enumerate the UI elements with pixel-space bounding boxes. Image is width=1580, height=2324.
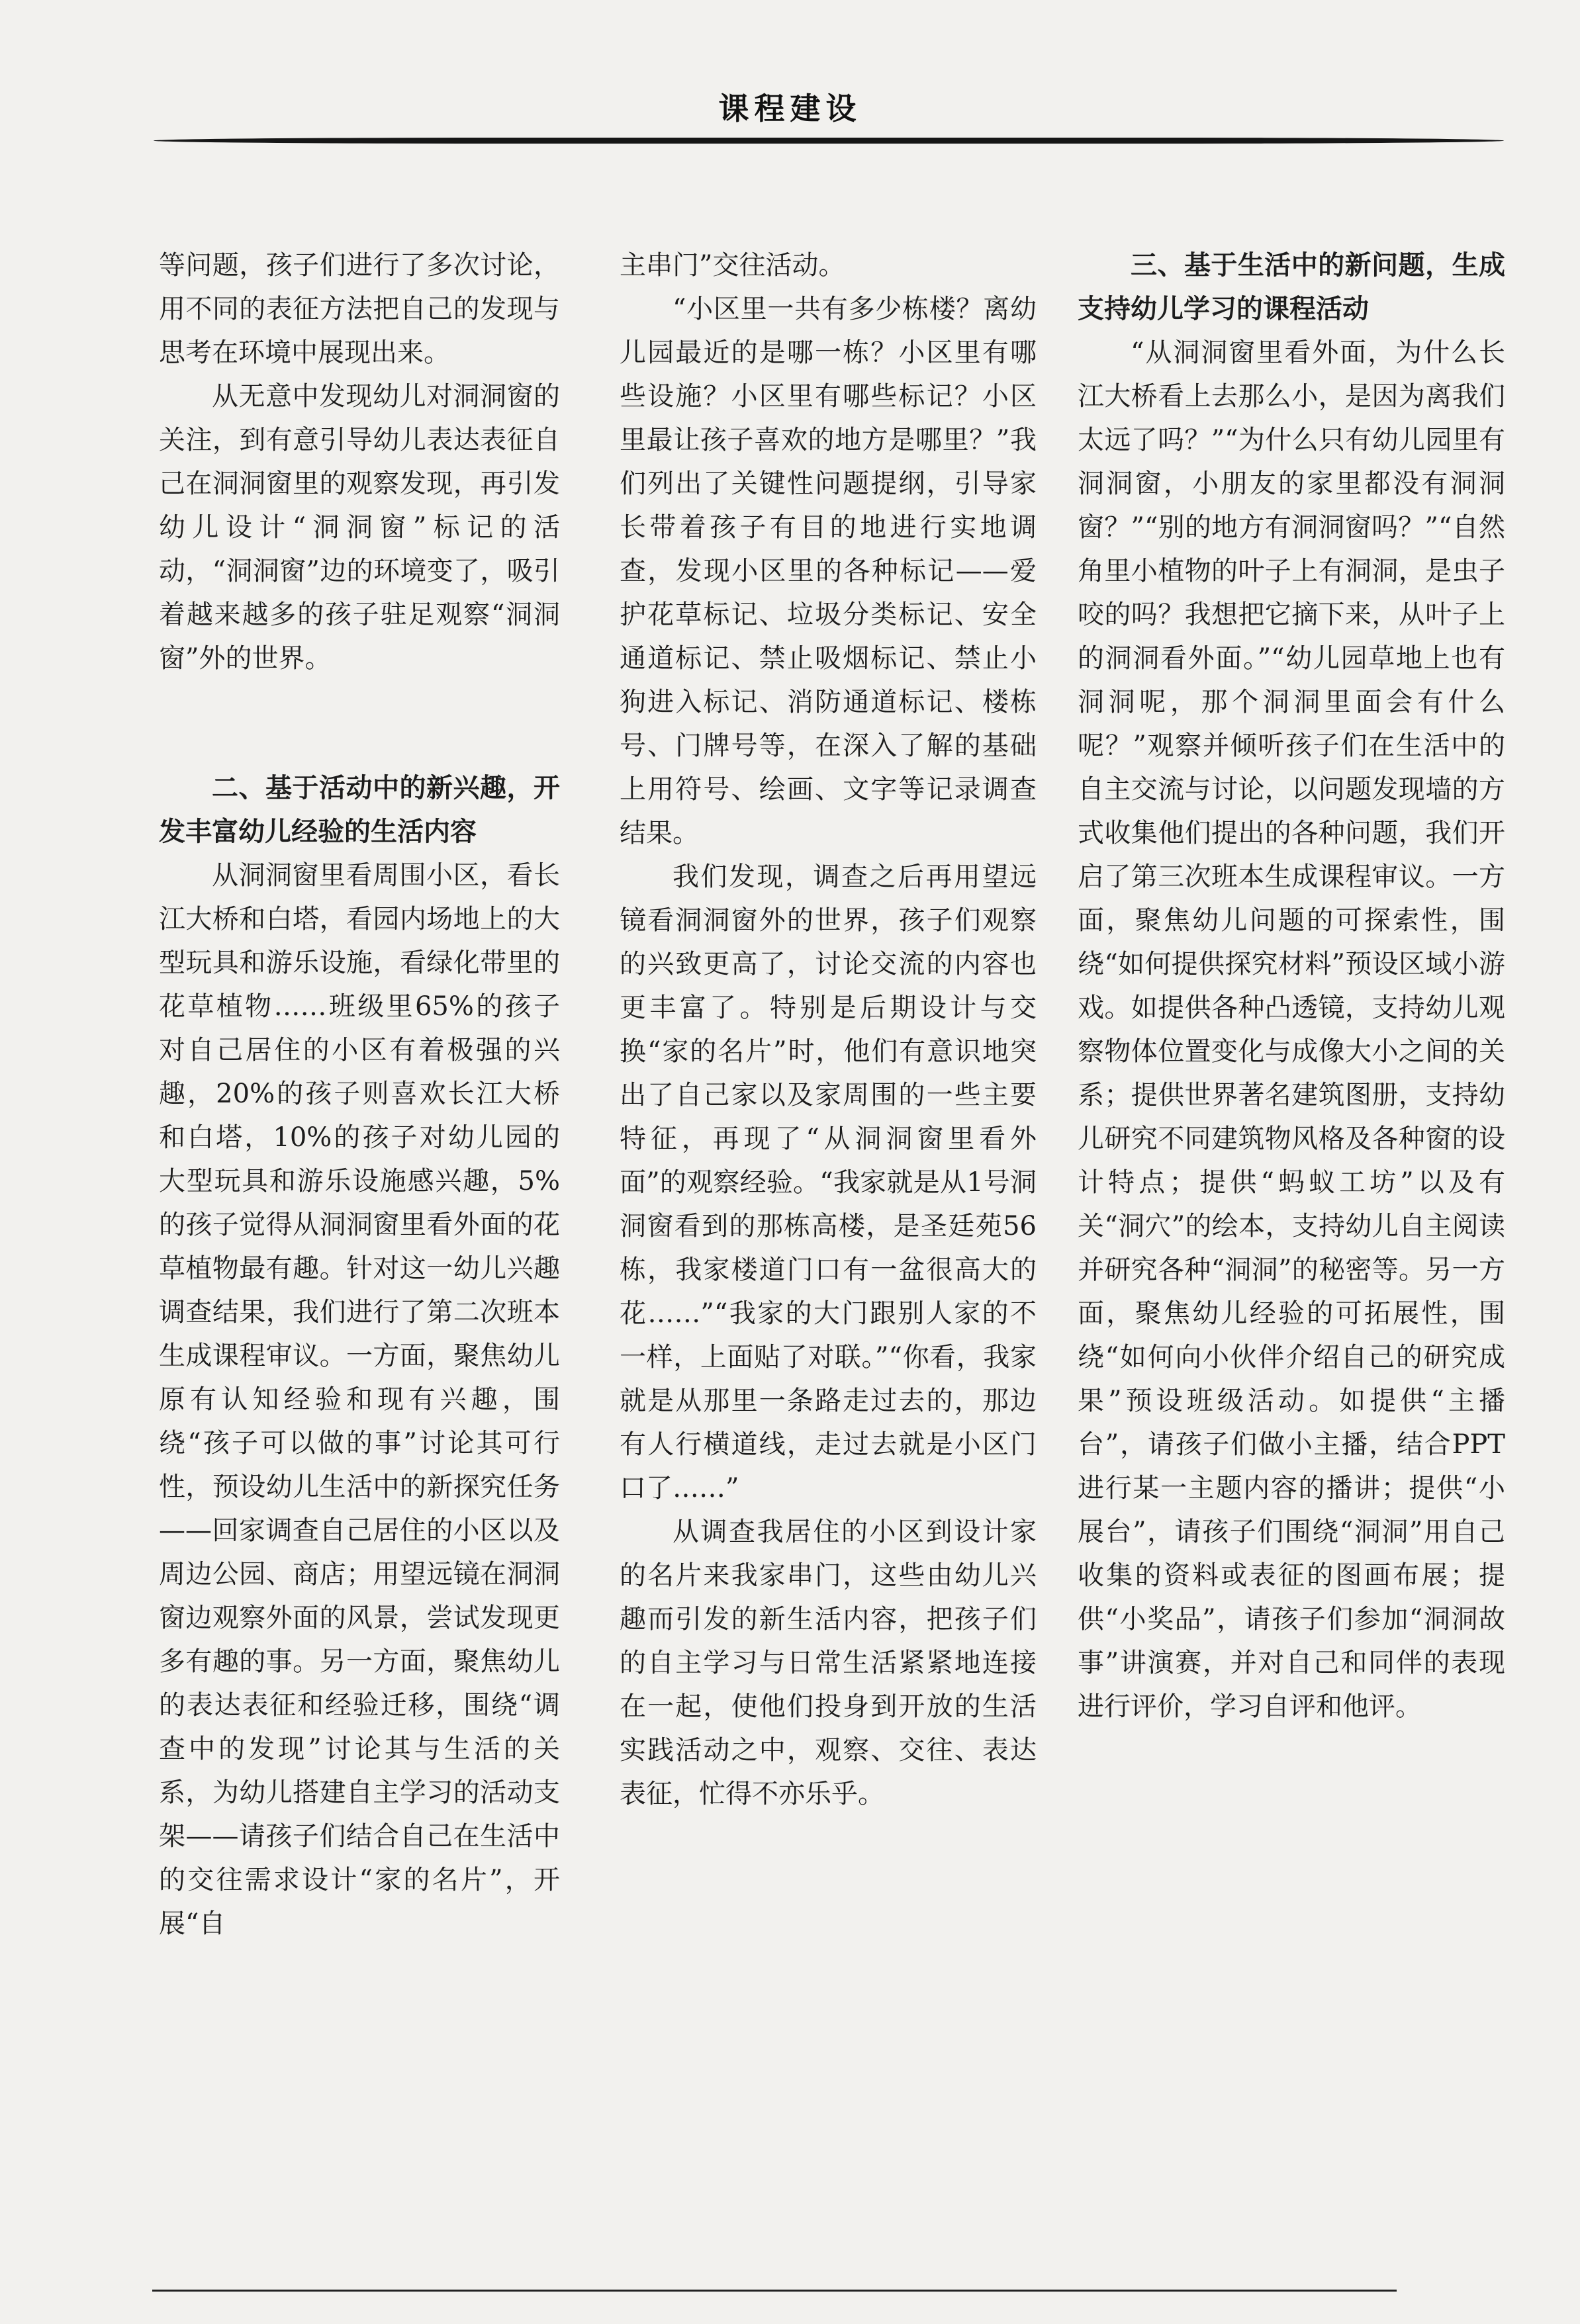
paragraph: “小区里一共有多少栋楼？离幼儿园最近的是哪一栋？小区里有哪些设施？小区里有哪些标记？小区里最让孩子喜欢的地方是哪里？”我们列出了关键性问题提纲，引导家长带着孩子有目的地进行实地调查，发现小区里的各种标记——爱护花草标记、垃圾分类标记、安全通道标记、禁止吸烟标记、禁止小狗进入标记、消防通道标记、楼栋号、门牌号等，在深入了解的基础上用符号、绘画、文字等记录调查结果。	[620, 294, 1037, 848]
section-heading: 二、基于活动中的新兴趣，开发丰富幼儿经验的生活内容	[159, 773, 560, 847]
text-column-1	[159, 244, 560, 1945]
paragraph: “从洞洞窗里看外面，为什么长江大桥看上去那么小，是因为离我们太远了吗？”“为什么只有幼儿园里有洞洞窗，小朋友的家里都没有洞洞窗？”“别的地方有洞洞窗吗？”“自然角里小植物的叶子上有洞洞，是虫子咬的吗？我想把它摘下来，从叶子上的洞洞看外面。”“幼儿园草地上也有洞洞呢，那个洞洞里面会有什么呢？”观察并倾听孩子们在生活中的自主交流与讨论，以问题发现墙的方式收集他们提出的各种问题，我们开启了第三次班本生成课程审议。一方面，聚焦幼儿问题的可探索性，围绕“如何提供探究材料”预设区域小游戏。如提供各种凸透镜，支持幼儿观察物体位置变化与成像大小之间的关系；提供世界著名建筑图册，支持幼儿研究不同建筑物风格及各种窗的设计特点；提供“蚂蚁工坊”以及有关“洞穴”的绘本，支持幼儿自主阅读并研究各种“洞洞”的秘密等。另一方面，聚焦幼儿经验的可拓展性，围绕“如何向小伙伴介绍自己的研究成果”预设班级活动。如提供“主播台”，请孩子们做小主播，结合PPT进行某一主题内容的播讲；提供“小展台”，请孩子们围绕“洞洞”用自己收集的资料或表征的图画布展；提供“小奖品”，请孩子们参加“洞洞故事”讲演赛，并对自己和同伴的表现进行评价，学习自评和他评。	[1078, 337, 1505, 1722]
footer-rule	[152, 2290, 1397, 2292]
paragraph: 等问题，孩子们进行了多次讨论，用不同的表征方法把自己的发现与思考在环境中展现出来。	[159, 250, 560, 368]
section-heading: 三、基于生活中的新问题，生成支持幼儿学习的课程活动	[1078, 250, 1505, 324]
text-column-3	[1078, 244, 1505, 1728]
paragraph: 从调查我居住的小区到设计家的名片来我家串门，这些由幼儿兴趣而引发的新生活内容，把孩子们的自主学习与日常生活紧紧地连接在一起，使他们投身到开放的生活实践活动之中，观察、交往、表达表征，忙得不亦乐乎。	[620, 1517, 1037, 1809]
text-column-2	[620, 244, 1037, 1816]
header-rule	[154, 138, 1504, 144]
paragraph: 主串门”交往活动。	[620, 250, 845, 281]
paragraph: 从无意中发现幼儿对洞洞窗的关注，到有意引导幼儿表达表征自己在洞洞窗里的观察发现，再引发幼儿设计“洞洞窗”标记的活动，“洞洞窗”边的环境变了，吸引着越来越多的孩子驻足观察“洞洞窗”外的世界。	[159, 381, 560, 674]
section-header-title: 课程建设	[718, 91, 862, 126]
paragraph: 从洞洞窗里看周围小区，看长江大桥和白塔，看园内场地上的大型玩具和游乐设施，看绿化带里的花草植物……班级里65%的孩子对自己居住的小区有着极强的兴趣，20%的孩子则喜欢长江大桥和白塔，10%的孩子对幼儿园的大型玩具和游乐设施感兴趣，5%的孩子觉得从洞洞窗里看外面的花草植物最有趣。针对这一幼儿兴趣调查结果，我们进行了第二次班本生成课程审议。一方面，聚焦幼儿原有认知经验和现有兴趣，围绕“孩子可以做的事”讨论其可行性，预设幼儿生活中的新探究任务——回家调查自己居住的小区以及周边公园、商店；用望远镜在洞洞窗边观察外面的风景，尝试发现更多有趣的事。另一方面，聚焦幼儿的表达表征和经验迁移，围绕“调查中的发现”讨论其与生活的关系，为幼儿搭建自主学习的活动支架——请孩子们结合自己在生活中的交往需求设计“家的名片”，开展“自	[159, 860, 560, 1939]
paragraph: 我们发现，调查之后再用望远镜看洞洞窗外的世界，孩子们观察的兴致更高了，讨论交流的内容也更丰富了。特别是后期设计与交换“家的名片”时，他们有意识地突出了自己家以及家周围的一些主要特征，再现了“从洞洞窗里看外面”的观察经验。“我家就是从1号洞洞窗看到的那栋高楼，是圣廷苑56栋，我家楼道门口有一盆很高大的花……”“我家的大门跟别人家的不一样，上面贴了对联。”“你看，我家就是从那里一条路走过去的，那边有人行横道线，走过去就是小区门口了……”	[620, 862, 1037, 1503]
